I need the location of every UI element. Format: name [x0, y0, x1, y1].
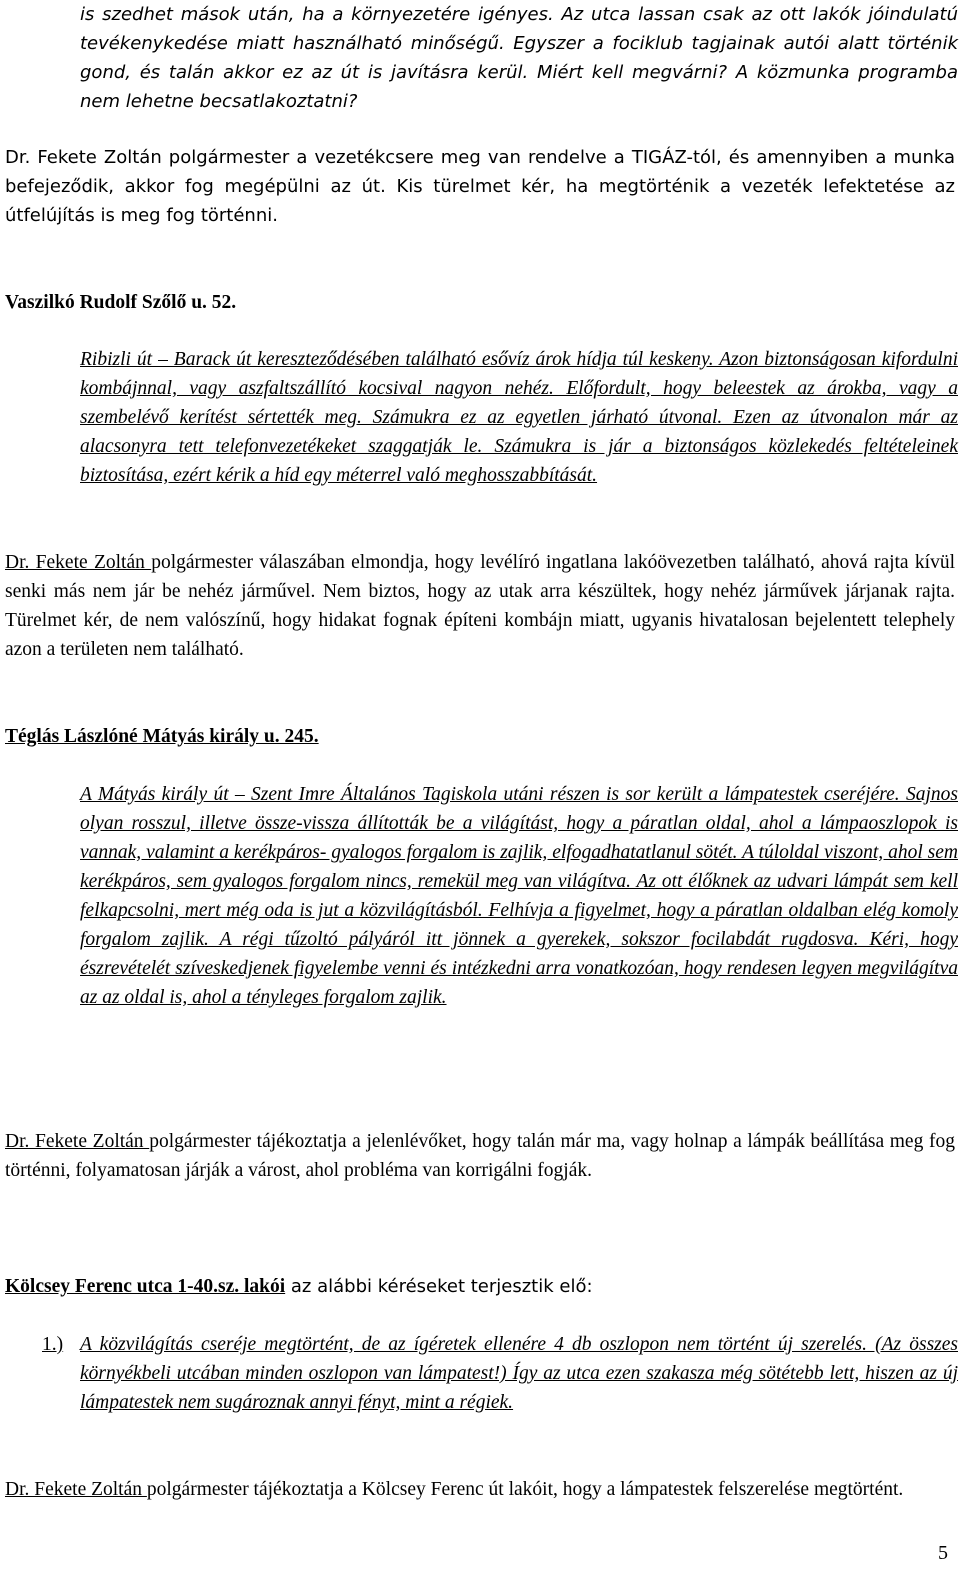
- section-heading-kolcsey: [5, 1272, 955, 1301]
- page-number: 5: [938, 1542, 948, 1564]
- speaker-name: Dr. Fekete Zoltán: [5, 1131, 150, 1152]
- speaker-name: Dr. Fekete Zoltán: [5, 552, 152, 573]
- list-item-text: A közvilágítás cseréje megtörtént, de az ígéretek ellenére 4 db oszlopon nem történt új szerelés. (Az összes környékbeli utcában minden oszlopon van lámpatest!) Így az utca ezen szakasza még sötétebb lett, hiszen az új lámpatestek nem sugároznak annyi fényt, mint a régiek.: [80, 1334, 958, 1413]
- heading-text: Kölcsey Ferenc utca 1-40.sz. lakói: [5, 1276, 286, 1297]
- section-heading-teglas: [5, 722, 319, 751]
- paragraph-text: polgármester tájékoztatja a Kölcsey Ferenc út lakóit, hogy a lámpatestek felszerelése megtörtént.: [146, 1479, 904, 1500]
- speaker-name: Dr. Fekete Zoltán: [5, 1479, 147, 1500]
- heading-rest: az alábbi kéréseket terjesztik elő:: [285, 1276, 593, 1297]
- paragraph-text: polgármester a vezetékcsere meg van rendelve a TIGÁZ-tól, és amennyiben a munka befejeződik, akkor fog megépülni az út. Kis türelmet kér, ha megtörténik a vezeték lefektetése az útfelújítás is meg fog történni.: [5, 147, 955, 226]
- paragraph-text: is szedhet mások után, ha a környezetére igényes. Az utca lassan csak az ott lakók jóindulatú tevékenykedése miatt használható minőségű. Egyszer a fociklub tagjainak autói alatt történik gond, és talán akkor ez az út is javításra kerül. Miért kell megvárni? A közmunka programba nem lehetne becsatlakoztatni?: [80, 4, 958, 112]
- paragraph-lighting-complaint: [80, 780, 958, 1012]
- paragraph-road-complaint: [80, 0, 958, 116]
- paragraph-text: A Mátyás király út – Szent Imre Általános Tagiskola utáni részen is sor került a lámpatestek cseréjére. Sajnos olyan rosszul, illetve össze-vissza állították be a világítást, hogy a páratlan oldal, ahol a lámpaoszlopok is vannak, valamint a kerékpáros- gyalogos forgalom is zajlik, elfogadhatatlanul sötét. A túloldal viszont, ahol sem kerékpáros, sem gyalogos forgalom nincs, remekül meg van világítva. Az ott élőknek az udvari lámpát sem kell felkapcsolni, mert még oda is jut a közvilágításból. Felhívja a figyelmet, hogy a páratlan oldalban elég komoly forgalom zajlik. A régi tűzoltó pályáról itt jönnek a gyerekek, sokszor focilabdát rugdosva. Kéri, hogy észrevételét szíveskedjenek figyelembe venni és intézkedni arra vonatkozóan, hogy rendesen legyen megvilágítva az az oldal is, ahol a tényleges forgalom zajlik.: [80, 784, 958, 1008]
- heading-text: Vaszilkó Rudolf Szőlő u. 52.: [5, 292, 237, 313]
- paragraph-mayor-answer-4: [5, 1475, 955, 1504]
- list-number: 1.): [42, 1334, 64, 1355]
- paragraph-mayor-answer-2: [5, 548, 955, 664]
- speaker-name: Dr. Fekete Zoltán: [5, 147, 162, 168]
- list-item: [42, 1330, 958, 1417]
- paragraph-mayor-answer-1: [5, 143, 955, 230]
- paragraph-text: Ribizli út – Barack út kereszteződésében található esővíz árok hídja túl keskeny. Azon biztonságosan kifordulni kombájnnal, vagy aszfaltszállító kocsival nagyon nehéz. Előfordult, hogy beleestek az árokba, vagy a szembelévő kerítést sértették meg. Számukra ez az egyetlen járható útvonal. Ezen az útvonalon már az alacsonyra tett telefonvezetékeket szaggatják le. Számukra is jár a biztonságos közlekedés feltételeinek biztosítása, ezért kérik a híd egy méterrel való meghosszabbítását.: [80, 349, 958, 486]
- paragraph-text: polgármester válaszában elmondja, hogy levélíró ingatlana lakóövezetben található, ahová rajta kívül senki más nem jár be nehéz járművel. Nem biztos, hogy az utak arra készültek, hogy nehéz járművek járjanak rajta. Türelmet kér, de nem valószínű, hogy hidakat fognak építeni kombájn miatt, ugyanis hivatalosan bejelentett telephely azon a területen nem található.: [5, 552, 955, 660]
- paragraph-bridge-complaint: [80, 345, 958, 490]
- paragraph-mayor-answer-3: [5, 1127, 955, 1185]
- paragraph-text: polgármester tájékoztatja a jelenlévőket, hogy talán már ma, vagy holnap a lámpák beállítása meg fog történni, folyamatosan járják a várost, ahol probléma van korrigálni fogják.: [5, 1131, 955, 1181]
- section-heading-vaszilko: [5, 288, 236, 317]
- heading-text: Téglás Lászlóné Mátyás király u. 245.: [5, 726, 319, 747]
